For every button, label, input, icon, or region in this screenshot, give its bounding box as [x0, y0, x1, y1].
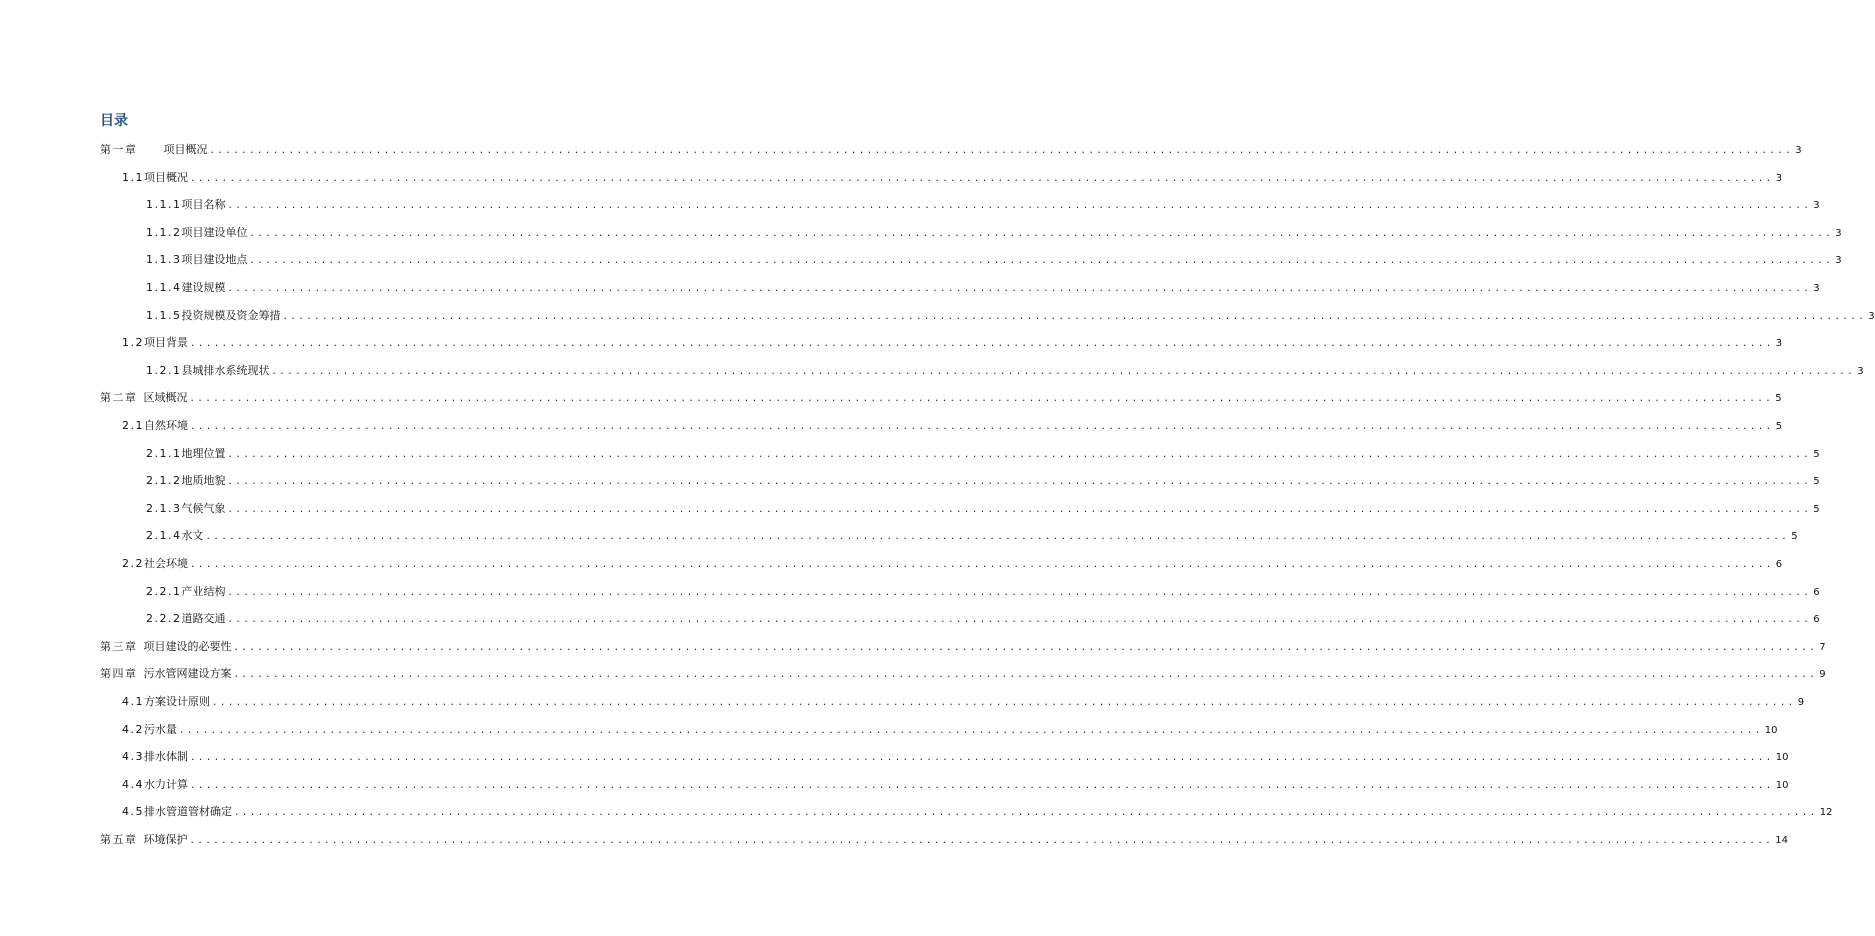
toc-entry-page: 10: [1775, 780, 1789, 791]
toc-entry-page: 5: [1791, 531, 1798, 542]
toc-entry-label: [146, 474, 226, 488]
toc-entry-number: 1.1.4: [146, 281, 182, 294]
toc-entry-title: 区域概况: [143, 391, 188, 404]
toc-entry-number: 第五章: [100, 833, 138, 846]
toc-leader-dots: ........................................................................................................................................................................................................: [189, 836, 1774, 846]
toc-leader-dots: ........................................................................................................................................................................................................: [227, 284, 1812, 294]
toc-leader-dots: ........................................................................................................................................................................................................: [233, 670, 1818, 680]
toc-entry[interactable]: [146, 502, 1820, 516]
toc-entry-page: 3: [1835, 255, 1842, 266]
toc-entry-page: 3: [1868, 311, 1875, 322]
toc-entry-label: [100, 391, 188, 405]
toc-leader-dots: ........................................................................................................................................................................................................: [249, 256, 1834, 266]
toc-entry-number: 2.2: [122, 557, 144, 570]
toc-entry-title: 排水体制: [144, 750, 188, 763]
toc-entry-number: 2.1: [122, 419, 144, 432]
toc-entry[interactable]: [146, 364, 1864, 378]
toc-entry-number: 第一章: [100, 143, 138, 156]
toc-entry-title: 气候气象: [181, 502, 226, 515]
toc-entry-number: 1.2.1: [146, 364, 182, 377]
toc-entry-title: 道路交通: [181, 612, 226, 625]
toc-leader-dots: ........................................................................................................................................................................................................: [179, 726, 1763, 736]
toc-entry[interactable]: [146, 281, 1820, 295]
toc-entry-label: [146, 612, 226, 626]
toc-entry-title: 产业结构: [181, 585, 226, 598]
toc-entry-page: 10: [1775, 752, 1789, 763]
toc-entry-number: 第四章: [100, 667, 138, 680]
toc-entry-number: 1.1.3: [146, 253, 182, 266]
toc-entry-page: 9: [1819, 669, 1826, 680]
toc-entry-page: 6: [1813, 587, 1820, 598]
toc-entry-page: 12: [1819, 807, 1833, 818]
toc-entry-page: 3: [1813, 283, 1820, 294]
toc-entry-label: [122, 171, 188, 185]
toc-leader-dots: ........................................................................................................................................................................................................: [189, 394, 1774, 404]
toc-entry-label: [122, 750, 188, 764]
toc-leader-dots: ........................................................................................................................................................................................................: [190, 753, 1774, 763]
toc-entry-title: 项目建设地点: [181, 253, 248, 266]
toc-entry-number: 4.4: [122, 778, 144, 791]
toc-entry-number: 4.2: [122, 723, 144, 736]
toc-entry-page: 3: [1835, 228, 1842, 239]
toc-entry-number: 第三章: [100, 640, 138, 653]
toc-leader-dots: ........................................................................................................................................................................................................: [233, 643, 1818, 653]
toc-leader-dots: ........................................................................................................................................................................................................: [190, 422, 1774, 432]
toc-entry-page: 3: [1857, 366, 1864, 377]
toc-entry[interactable]: [146, 585, 1820, 599]
toc-entry[interactable]: [146, 198, 1820, 212]
toc-entry-title: 建设规模: [181, 281, 226, 294]
toc-entry[interactable]: [146, 474, 1820, 488]
toc-entry-label: [146, 281, 226, 295]
toc-entry[interactable]: [100, 640, 1826, 654]
toc-entry-title: 自然环境: [144, 419, 188, 432]
toc-entry-page: 5: [1813, 476, 1820, 487]
toc-entry-label: [146, 253, 248, 267]
toc-entry-label: [122, 695, 210, 709]
toc-entry-number: 1.1.2: [146, 226, 182, 239]
toc-entry[interactable]: [146, 226, 1842, 240]
toc-entry-title: 水力计算: [144, 778, 188, 791]
toc-entry-page: 14: [1775, 835, 1788, 846]
toc-entry-number: 4.5: [122, 805, 144, 818]
toc-entry[interactable]: [122, 336, 1783, 350]
toc-entry-label: [122, 557, 188, 571]
toc-entry-page: 10: [1764, 725, 1778, 736]
toc-entry-title: 项目概况: [144, 171, 188, 184]
toc-entry-label: [146, 447, 226, 461]
toc-leader-dots: ........................................................................................................................................................................................................: [271, 367, 1856, 377]
toc-entry-label: [122, 419, 188, 433]
toc-entry[interactable]: [100, 833, 1788, 847]
toc-entry[interactable]: [146, 447, 1820, 461]
toc-leader-dots: ........................................................................................................................................................................................................: [249, 229, 1834, 239]
toc-entry-title: 地质地貌: [181, 474, 226, 487]
toc-entry-page: 5: [1813, 449, 1820, 460]
toc-entry[interactable]: [122, 723, 1778, 737]
toc-entry[interactable]: [100, 391, 1782, 405]
toc-entry-page: 7: [1819, 642, 1826, 653]
toc-entry-title: 方案设计原则: [144, 695, 210, 708]
toc-title: 目录: [100, 113, 128, 129]
toc-entry-label: [146, 585, 226, 599]
toc-entry-title: 污水管网建设方案: [143, 667, 232, 680]
toc-entry-title: 县城排水系统现状: [181, 364, 270, 377]
toc-entry[interactable]: [122, 171, 1783, 185]
toc-leader-dots: ........................................................................................................................................................................................................: [190, 339, 1774, 349]
toc-leader-dots: ........................................................................................................................................................................................................: [205, 532, 1790, 542]
toc-entry-number: 2.1.1: [146, 447, 182, 460]
toc-entry-page: 3: [1795, 145, 1802, 156]
toc-entry-page: 3: [1775, 338, 1783, 349]
toc-leader-dots: ........................................................................................................................................................................................................: [212, 698, 1796, 708]
toc-entry-label: [100, 640, 232, 654]
toc-entry-page: 5: [1775, 421, 1783, 432]
toc-entry-number: 2.2.1: [146, 585, 182, 598]
toc-entry-label: [146, 502, 226, 516]
toc-entry-label: [122, 778, 188, 792]
toc-entry-title: 项目建设的必要性: [143, 640, 232, 653]
toc-leader-dots: ........................................................................................................................................................................................................: [227, 615, 1812, 625]
toc-entry-label: [100, 143, 208, 157]
toc-entry[interactable]: [146, 309, 1875, 323]
toc-entry-title: 污水量: [144, 723, 177, 736]
toc-entry-number: 2.1.3: [146, 502, 182, 515]
toc-entry-page: 5: [1775, 393, 1782, 404]
toc-entry-page: 3: [1775, 173, 1783, 184]
toc-leader-dots: ........................................................................................................................................................................................................: [209, 146, 1794, 156]
toc-entry-number: 4.3: [122, 750, 144, 763]
toc-leader-dots: ........................................................................................................................................................................................................: [234, 808, 1818, 818]
toc-entry[interactable]: [122, 695, 1805, 709]
toc-entry[interactable]: [122, 750, 1789, 764]
toc-entry-page: 6: [1775, 559, 1783, 570]
toc-entry-label: [100, 667, 232, 681]
toc-leader-dots: ........................................................................................................................................................................................................: [227, 450, 1812, 460]
toc-entry-number: 1.1.5: [146, 309, 182, 322]
toc-entry-page: 5: [1813, 504, 1820, 515]
toc-entry-title: 项目名称: [181, 198, 226, 211]
toc-entry[interactable]: [100, 667, 1826, 681]
toc-entry[interactable]: [146, 612, 1820, 626]
toc-entry-number: 第二章: [100, 391, 138, 404]
toc-entry-title: 地理位置: [181, 447, 226, 460]
toc-entry[interactable]: [146, 253, 1842, 267]
toc-entry-label: [122, 723, 177, 737]
toc-entry-title: 项目背景: [144, 336, 188, 349]
toc-entry-page: 6: [1813, 614, 1820, 625]
toc-entry-number: 4.1: [122, 695, 144, 708]
toc-entry-page: 3: [1813, 200, 1820, 211]
toc-entry-number: 2.1.2: [146, 474, 182, 487]
toc-entry[interactable]: [122, 778, 1789, 792]
toc-entry-label: [146, 364, 270, 378]
toc-entry-number: 2.2.2: [146, 612, 182, 625]
toc-entry-title: 水文: [181, 529, 204, 542]
toc-entry-label: [146, 198, 226, 212]
toc-entry-label: [100, 833, 188, 847]
toc-entry[interactable]: [100, 143, 1802, 157]
toc-entry-title: 排水管道管材确定: [144, 805, 232, 818]
toc-leader-dots: ........................................................................................................................................................................................................: [190, 560, 1774, 570]
toc-entry[interactable]: [122, 419, 1783, 433]
toc-entry-label: [146, 309, 281, 323]
toc-leader-dots: ........................................................................................................................................................................................................: [227, 505, 1812, 515]
toc-entry-number: 1.1: [122, 171, 144, 184]
toc-leader-dots: ........................................................................................................................................................................................................: [190, 174, 1774, 184]
toc-entry-title: 项目概况: [163, 143, 208, 156]
toc-entry-title: 投资规模及资金筹措: [181, 309, 281, 322]
toc-entry-number: 1.1.1: [146, 198, 182, 211]
toc-leader-dots: ........................................................................................................................................................................................................: [282, 312, 1867, 322]
toc-entry[interactable]: [122, 557, 1783, 571]
toc-entry-label: [146, 529, 204, 543]
toc-entry-title: 项目建设单位: [181, 226, 248, 239]
toc-entry-title: 社会环境: [144, 557, 188, 570]
toc-leader-dots: ........................................................................................................................................................................................................: [227, 477, 1812, 487]
toc-leader-dots: ........................................................................................................................................................................................................: [227, 201, 1812, 211]
toc-entry[interactable]: [122, 805, 1833, 819]
toc-entry-title: 环境保护: [143, 833, 188, 846]
toc-entry-label: [122, 805, 232, 819]
toc-entry-number: 1.2: [122, 336, 144, 349]
toc-entry-number: 2.1.4: [146, 529, 182, 542]
toc-entry[interactable]: [146, 529, 1798, 543]
toc-leader-dots: ........................................................................................................................................................................................................: [190, 781, 1774, 791]
toc-entry-label: [122, 336, 188, 350]
toc-entry-page: 9: [1797, 697, 1805, 708]
toc-leader-dots: ........................................................................................................................................................................................................: [227, 588, 1812, 598]
toc-entry-label: [146, 226, 248, 240]
